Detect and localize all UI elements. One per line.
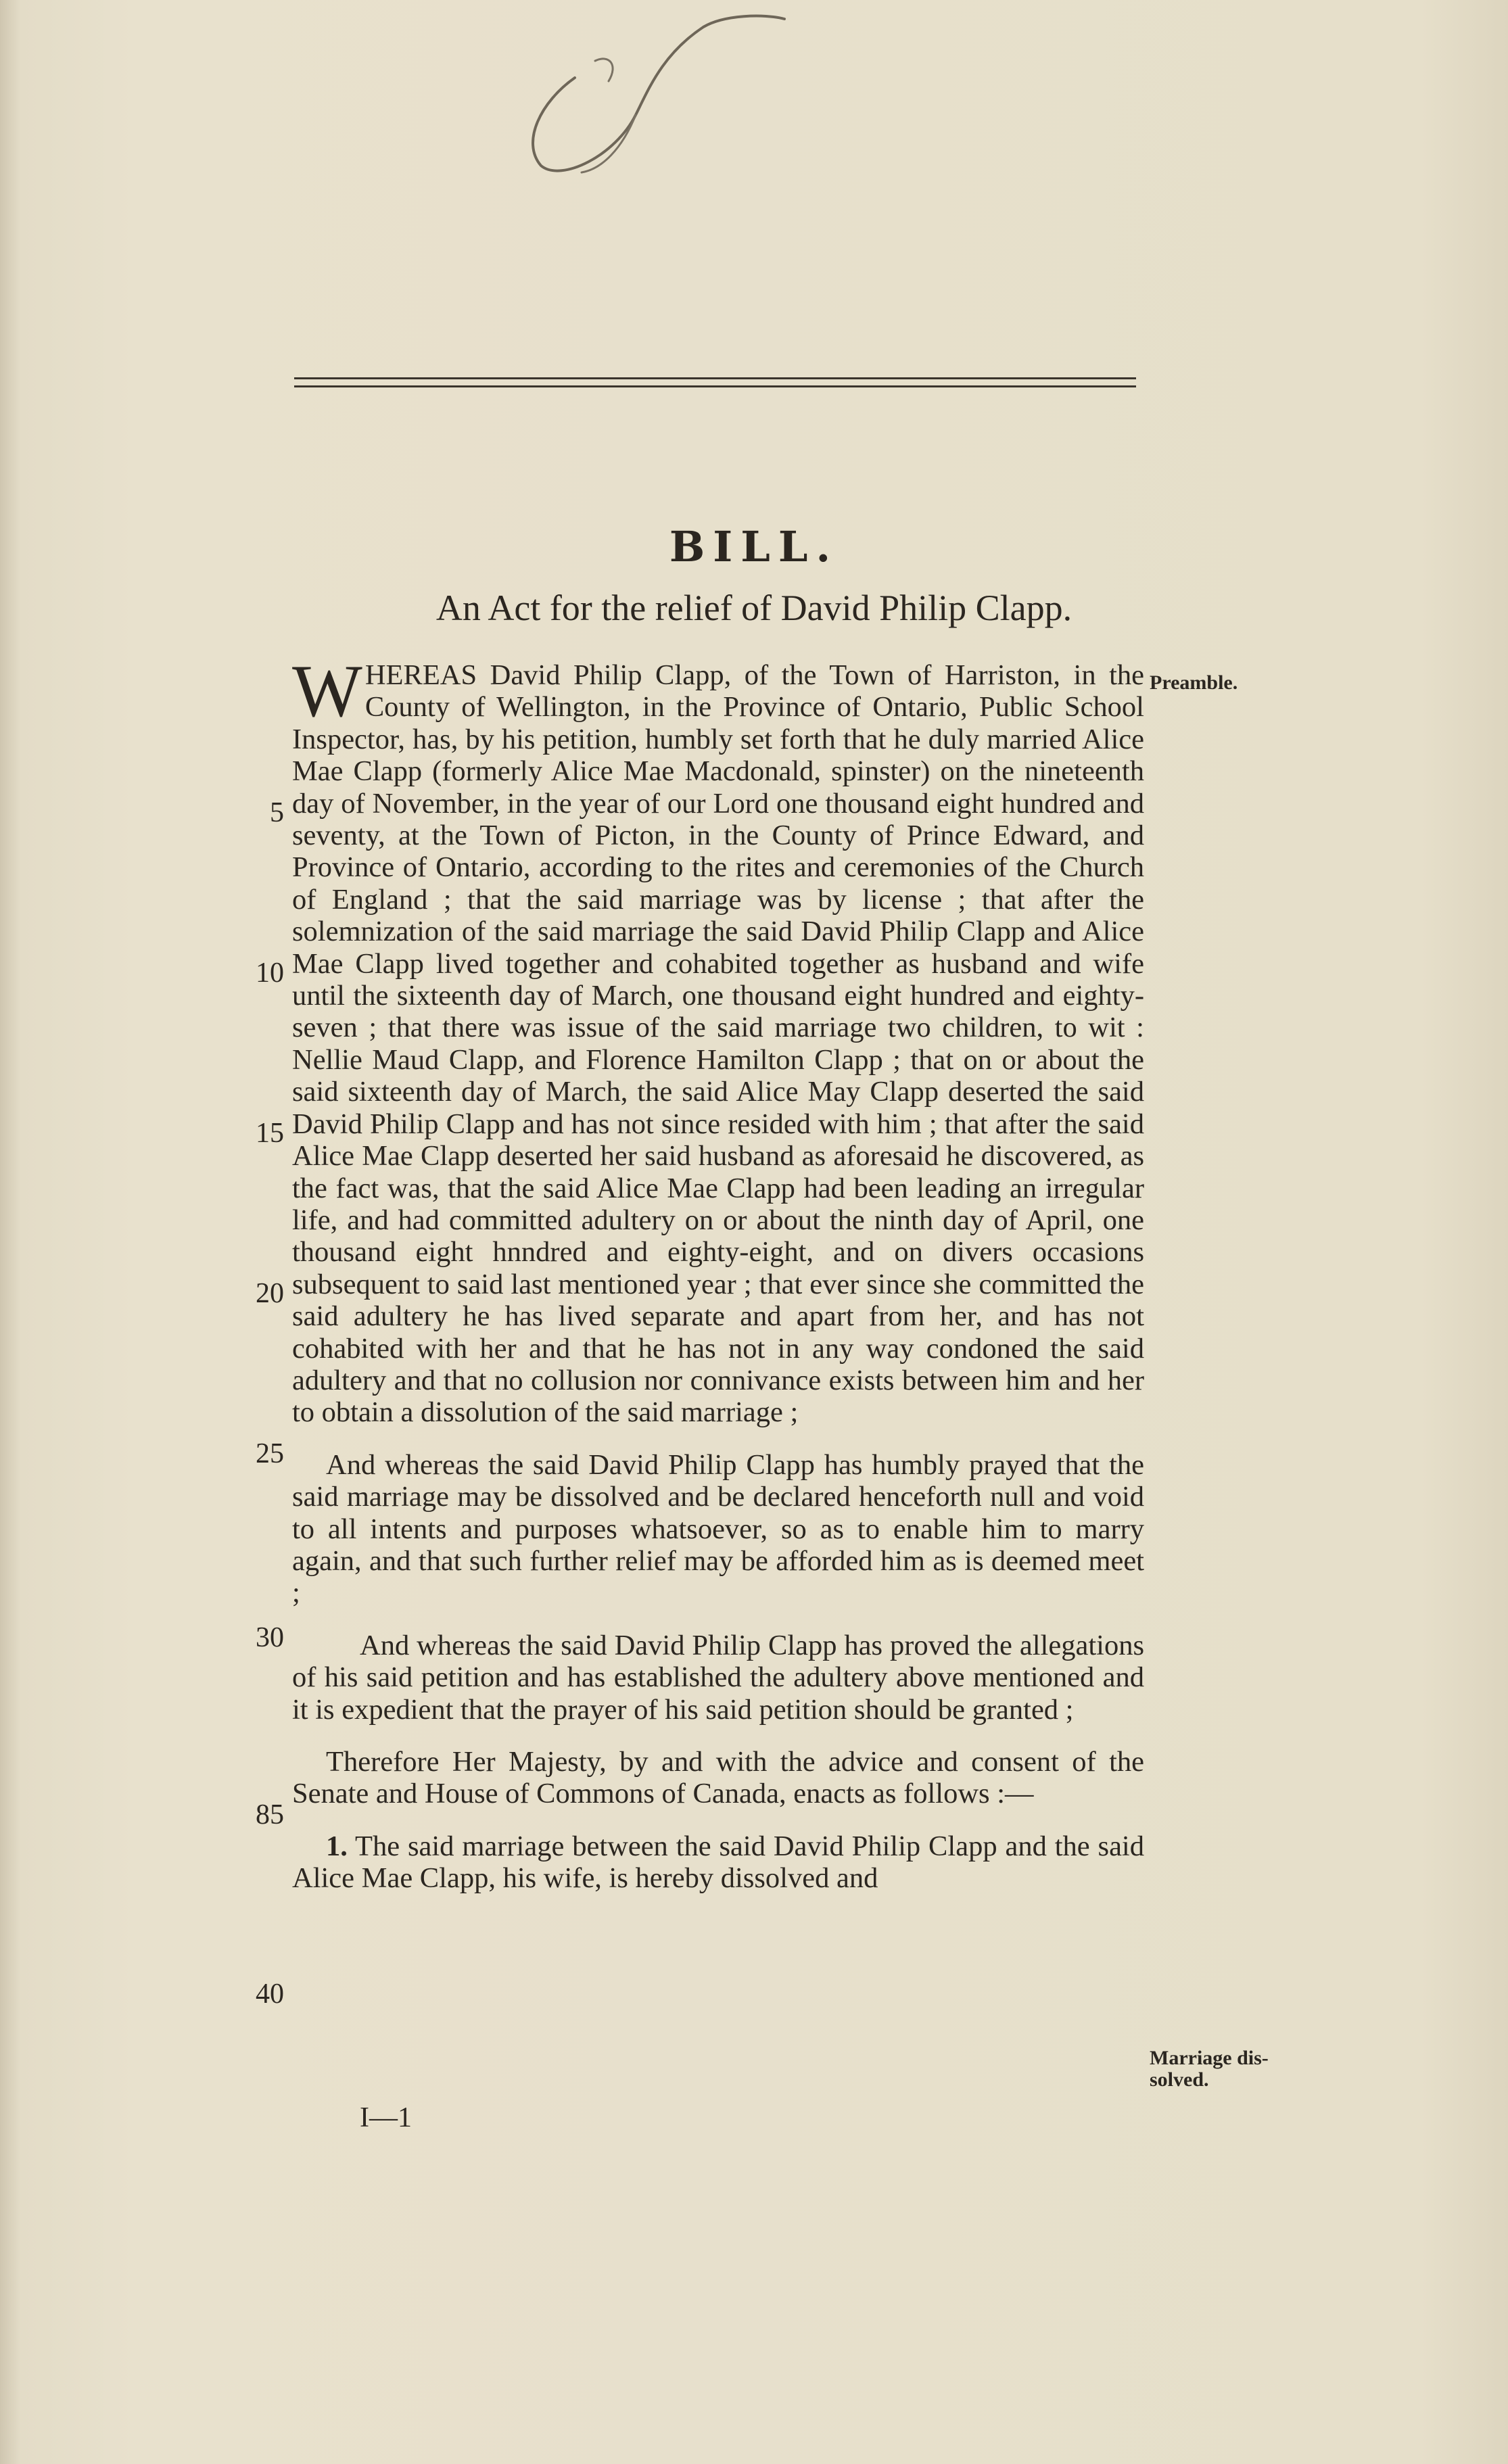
line-number: 5 [270, 797, 284, 828]
header-rule-top [294, 377, 1136, 379]
line-number: 25 [256, 1438, 284, 1469]
line-number: 85 [256, 1799, 284, 1830]
signature-mark: I—1 [360, 2102, 412, 2133]
preamble-text: HEREAS David Philip Clapp, of the Town of Harriston, in the County of Wellington, in the Province of Ontario, Public School Inspector, has, by his petition, humbly set forth that he duly married Alice Mae Clapp (formerly Alice Mae Macdonald, spinster) on the nineteenth day of November, in the year of our Lord one thousand eight hundred and seventy, at the Town of Picton, in the County of Prince Edward, and Province of Ontario, according to the rites and ceremonies of the Church of England ; that the said marriage was by license ; that after the solemnization of the said marriage the said David Philip Clapp and Alice Mae Clapp lived together and cohabited together as husband and wife until the sixteenth day of March, one thousand eight hundred and eighty-seven ; that there was issue of the said marriage two children, to wit : Nellie Maud Clapp, and Florence Hamilton Clapp ; that on or about the said sixteenth day of March, the said Alice May Clapp deserted the said David Philip Clapp and has not since resided with him ; that after the said Alice Mae Clapp deserted her said husband as aforesaid he discovered, as the fact was, that the said Alice Mae Clapp had been leading an irregular life, and had committed adultery on or about the ninth day of April, one thousand eight hnndred and eighty-eight, and on divers occasions subsequent to said last mentioned year ; that ever since she committed the said adultery he has lived separate and apart from her, and has not cohabited with her and that he has not in any way condoned the said adultery and that no collusion nor connivance exists between him and her to obtain a dissolution of the said marriage ; [292, 659, 1144, 1429]
section-1-text: The said marriage between the said David Philip Clapp and the said Alice Mae Clapp, his wife, is hereby dissolved and [292, 1830, 1144, 1895]
line-number: 10 [256, 957, 284, 989]
line-number: 30 [256, 1622, 284, 1653]
bill-body [292, 650, 1144, 1895]
header-rule-bottom [294, 385, 1136, 387]
section-1 [292, 1830, 1144, 1895]
margin-note-preamble: Preamble. [1150, 671, 1238, 694]
handwritten-mark-icon [500, 7, 798, 183]
line-number: 20 [256, 1278, 284, 1309]
drop-cap: W [292, 650, 362, 732]
whereas-prayer-paragraph: And whereas the said David Philip Clapp has humbly prayed that the said marriage may be dissolved and be declared henceforth null and void to all intents and purposes whatsoever, so as to enable him to marry again, and that such further relief may be afforded him as is deemed meet ; [292, 1448, 1144, 1609]
margin-note-marriage-dissolved: Marriage dis-solved. [1150, 2047, 1269, 2091]
enacting-clause: Therefore Her Majesty, by and with the advice and consent of the Senate and House of Commons of Canada, enacts as follows :— [292, 1746, 1144, 1810]
preamble-paragraph [292, 650, 1144, 1429]
section-number: 1. [326, 1830, 348, 1862]
line-number: 15 [256, 1118, 284, 1149]
act-title: An Act for the relief of David Philip Clapp. [435, 588, 1073, 628]
whereas-proved-paragraph: And whereas the said David Philip Clapp has proved the allegations of his said petition and has established the adultery above mentioned and it is expedient that the prayer of his said petition should be granted ; [292, 1629, 1144, 1726]
line-number: 40 [256, 1979, 284, 2010]
bill-title: BILL. [669, 522, 839, 571]
